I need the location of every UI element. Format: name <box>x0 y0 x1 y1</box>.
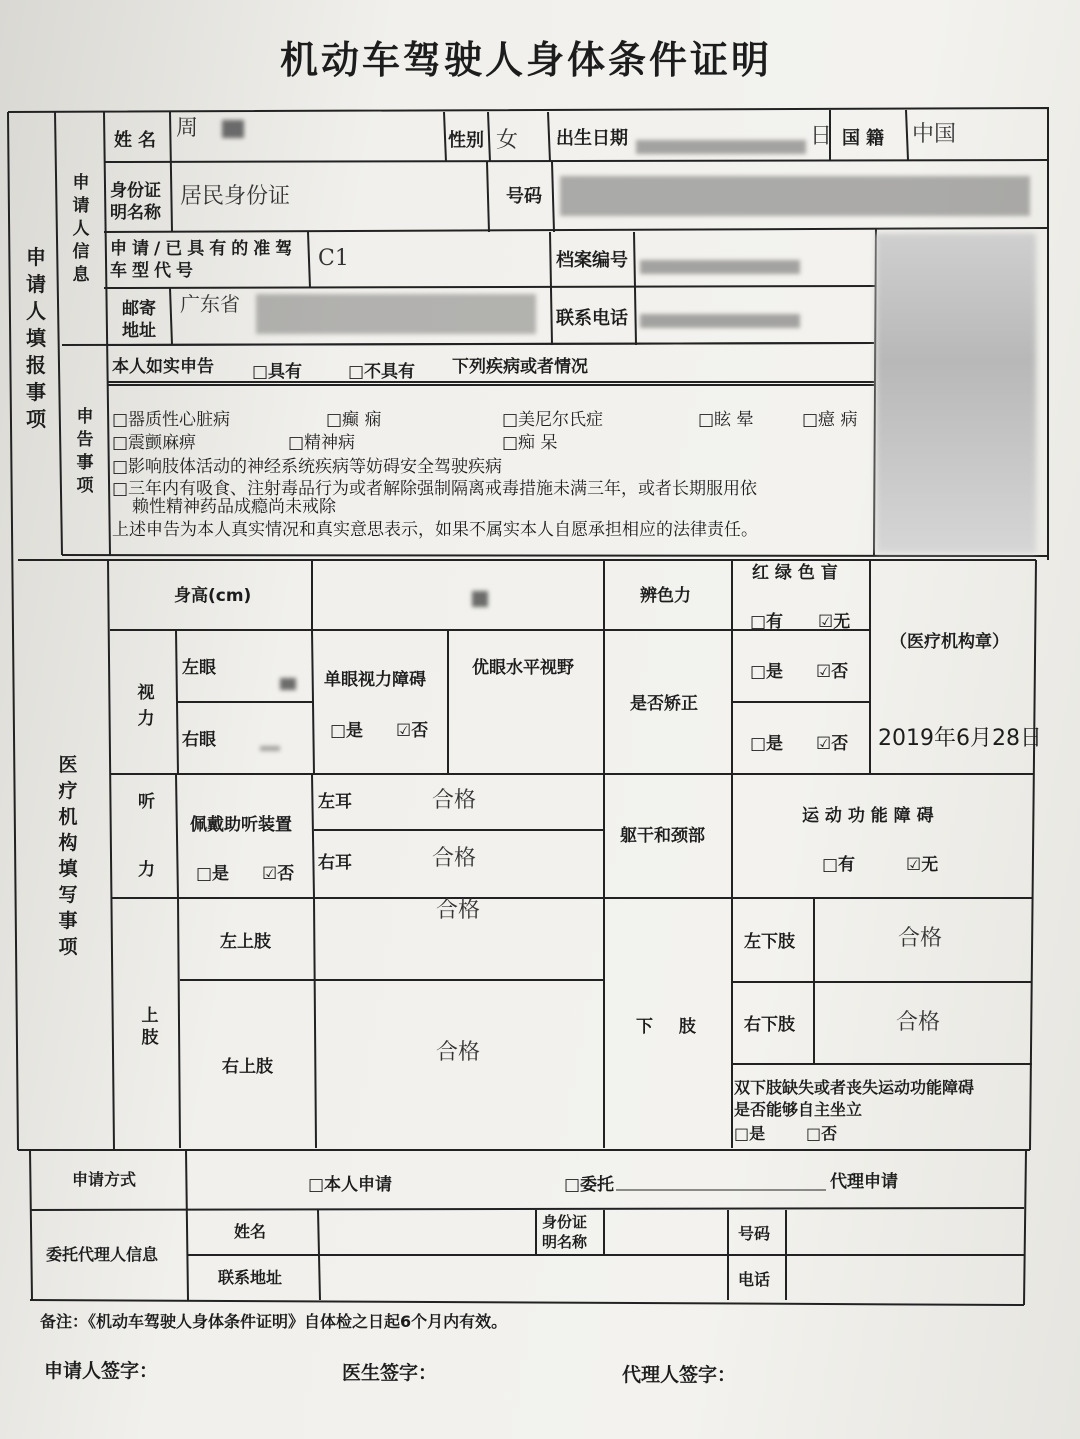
disease-drugs[interactable]: □三年内有吸食、注射毒品行为或者解除强制隔离戒毒措施未满三年，或者长期服用依 <box>112 479 758 499</box>
birth-label: 出生日期 <box>556 128 628 149</box>
disease-paralysis-agitans[interactable]: □震颤麻痹 <box>112 433 197 453</box>
agent-id-type-label: 身份证明名称 <box>542 1213 588 1251</box>
left-ear-value: 合格 <box>432 788 477 813</box>
agent-signature-label: 代理人签字： <box>622 1364 737 1386</box>
name-redaction <box>222 120 244 138</box>
agent-name-label: 姓名 <box>234 1222 267 1241</box>
agent-number-label: 号码 <box>738 1224 771 1243</box>
archive-redaction <box>640 260 800 274</box>
colorblind-no-checkbox[interactable]: ☑无 <box>818 612 851 632</box>
declaration-not-have-checkbox[interactable]: □不具有 <box>348 362 416 382</box>
exam-date: 2019年6月28日 <box>878 726 1042 751</box>
color-vision-label: 辨色力 <box>640 586 691 606</box>
corrected-2-yes-checkbox[interactable]: □是 <box>750 734 784 754</box>
colorblind-yes-checkbox[interactable]: □有 <box>750 612 784 632</box>
disease-dementia[interactable]: □痴 呆 <box>502 433 558 453</box>
archive-label: 档案编号 <box>556 250 628 271</box>
lower-loss-line1: 双下肢缺失或者丧失运动功能障碍 <box>734 1078 975 1097</box>
corrected-label: 是否矫正 <box>630 694 698 714</box>
right-lower-label: 右下肢 <box>744 1015 795 1035</box>
entrust-checkbox[interactable]: □委托 <box>564 1175 615 1195</box>
corrected-2-no-checkbox[interactable]: ☑否 <box>816 734 849 754</box>
trunk-label: 躯干和颈部 <box>620 826 705 846</box>
self-apply-checkbox[interactable]: □本人申请 <box>308 1175 393 1195</box>
declaration-statement: 上述申告为本人真实情况和真实意思表示，如果不属实本人自愿承担相应的法律责任。 <box>112 520 758 540</box>
section-applicant-info-label: 申请人信息 <box>72 173 90 285</box>
left-eye-redaction <box>280 678 296 690</box>
mono-no-checkbox[interactable]: ☑否 <box>396 721 429 741</box>
left-lower-label: 左下肢 <box>744 932 795 952</box>
agent-phone-label: 电话 <box>738 1270 771 1289</box>
id-number-label: 号码 <box>506 186 542 207</box>
agent-info-label: 委托代理人信息 <box>46 1245 159 1264</box>
disease-psychosis[interactable]: □精神病 <box>288 433 356 453</box>
height-redaction <box>472 591 488 607</box>
apply-method-label: 申请方式 <box>72 1170 137 1189</box>
id-type-label: 身份证明名称 <box>110 181 161 223</box>
left-lower-value: 合格 <box>898 926 943 951</box>
lower-loss-line2: 是否能够自主坐立 <box>734 1100 863 1119</box>
agent-apply-label: 代理申请 <box>830 1172 898 1192</box>
colorblind-label: 红 绿 色 盲 <box>752 563 838 583</box>
right-lower-value: 合格 <box>896 1010 941 1035</box>
left-ear-label: 左耳 <box>318 792 352 812</box>
disease-vertigo[interactable]: □眩 晕 <box>698 410 754 430</box>
vision-label: 视力 <box>137 683 155 729</box>
hearing-aid-label: 佩戴助听装置 <box>190 815 292 835</box>
disease-drugs-cont: 赖性精神药品成瘾尚未戒除 <box>132 497 336 517</box>
hearing-label-bottom: 力 <box>138 860 155 880</box>
id-number-redaction <box>560 176 1030 216</box>
lower-limb-label: 下 肢 <box>636 1017 706 1037</box>
agent-address-label: 联系地址 <box>218 1268 283 1287</box>
declaration-intro-2: 下列疾病或者情况 <box>452 357 588 377</box>
motor-yes-checkbox[interactable]: □有 <box>822 855 856 875</box>
right-eye-label: 右眼 <box>182 730 216 750</box>
left-upper-label: 左上肢 <box>220 932 271 952</box>
phone-label: 联系电话 <box>556 308 628 329</box>
disease-epilepsy[interactable]: □癫 痫 <box>326 410 382 430</box>
birth-suffix: 日 <box>810 124 833 149</box>
left-eye-label: 左眼 <box>182 658 216 678</box>
nationality-label: 国籍 <box>842 128 890 149</box>
address-redaction <box>256 294 536 334</box>
birth-redaction <box>636 140 806 154</box>
lower-loss-yes-checkbox[interactable]: □是 <box>734 1124 766 1143</box>
nationality-value: 中国 <box>912 122 957 147</box>
motor-no-checkbox[interactable]: ☑无 <box>906 855 939 875</box>
mono-yes-checkbox[interactable]: □是 <box>330 721 364 741</box>
corrected-1-yes-checkbox[interactable]: □是 <box>750 662 784 682</box>
section-applicant-label: 申请人填报事项 <box>26 245 46 431</box>
corrected-1-no-checkbox[interactable]: ☑否 <box>816 662 849 682</box>
address-value: 广东省 <box>180 292 240 316</box>
disease-heart[interactable]: □器质性心脏病 <box>112 410 231 430</box>
hearing-aid-yes-checkbox[interactable]: □是 <box>196 864 230 884</box>
footer-note: 备注：《机动车驾驶人身体条件证明》自体检之日起6个月内有效。 <box>40 1312 508 1331</box>
sex-value: 女 <box>496 128 519 153</box>
id-type-value: 居民身份证 <box>180 184 291 209</box>
declaration-intro: 本人如实申告 <box>112 357 214 377</box>
sex-label: 性别 <box>448 130 484 151</box>
mono-vision-label: 单眼视力障碍 <box>324 670 426 690</box>
photo-area <box>876 233 1036 553</box>
address-label: 邮寄地址 <box>122 299 156 341</box>
right-upper-value: 合格 <box>436 1040 481 1065</box>
right-ear-value: 合格 <box>432 846 477 871</box>
stamp-label: （医疗机构章） <box>890 632 1009 652</box>
left-upper-value: 合格 <box>436 898 481 923</box>
lower-loss-no-checkbox[interactable]: □否 <box>806 1124 838 1143</box>
section-declaration-label: 申告事项 <box>76 407 94 496</box>
license-value: C1 <box>318 246 349 271</box>
page-title: 机动车驾驶人身体条件证明 <box>280 38 773 82</box>
right-eye-redaction <box>260 746 280 751</box>
applicant-signature-label: 申请人签字： <box>44 1360 159 1382</box>
disease-neuro[interactable]: □影响肢体活动的神经系统疾病等妨碍安全驾驶疾病 <box>112 457 503 477</box>
motor-label: 运 动 功 能 障 碍 <box>802 806 934 826</box>
height-label: 身高(cm) <box>174 586 252 606</box>
license-label: 申请/已具有的准驾车型代号 <box>110 239 298 281</box>
name-label: 姓名 <box>114 130 162 151</box>
doctor-signature-label: 医生签字： <box>342 1362 438 1384</box>
upper-limb-label: 上肢 <box>141 1006 159 1048</box>
name-value: 周 <box>176 116 199 141</box>
disease-meniere[interactable]: □美尼尔氏症 <box>502 410 604 430</box>
disease-hysteria[interactable]: □癔 病 <box>802 410 858 430</box>
hearing-aid-no-checkbox[interactable]: ☑否 <box>262 864 295 884</box>
hearing-label-top: 听 <box>138 792 155 812</box>
right-upper-label: 右上肢 <box>222 1057 273 1077</box>
declaration-have-checkbox[interactable]: □具有 <box>252 362 303 382</box>
section-medical-label: 医疗机构填写事项 <box>58 754 78 958</box>
better-eye-label: 优眼水平视野 <box>472 658 574 678</box>
right-ear-label: 右耳 <box>318 853 352 873</box>
phone-redaction <box>640 314 800 328</box>
